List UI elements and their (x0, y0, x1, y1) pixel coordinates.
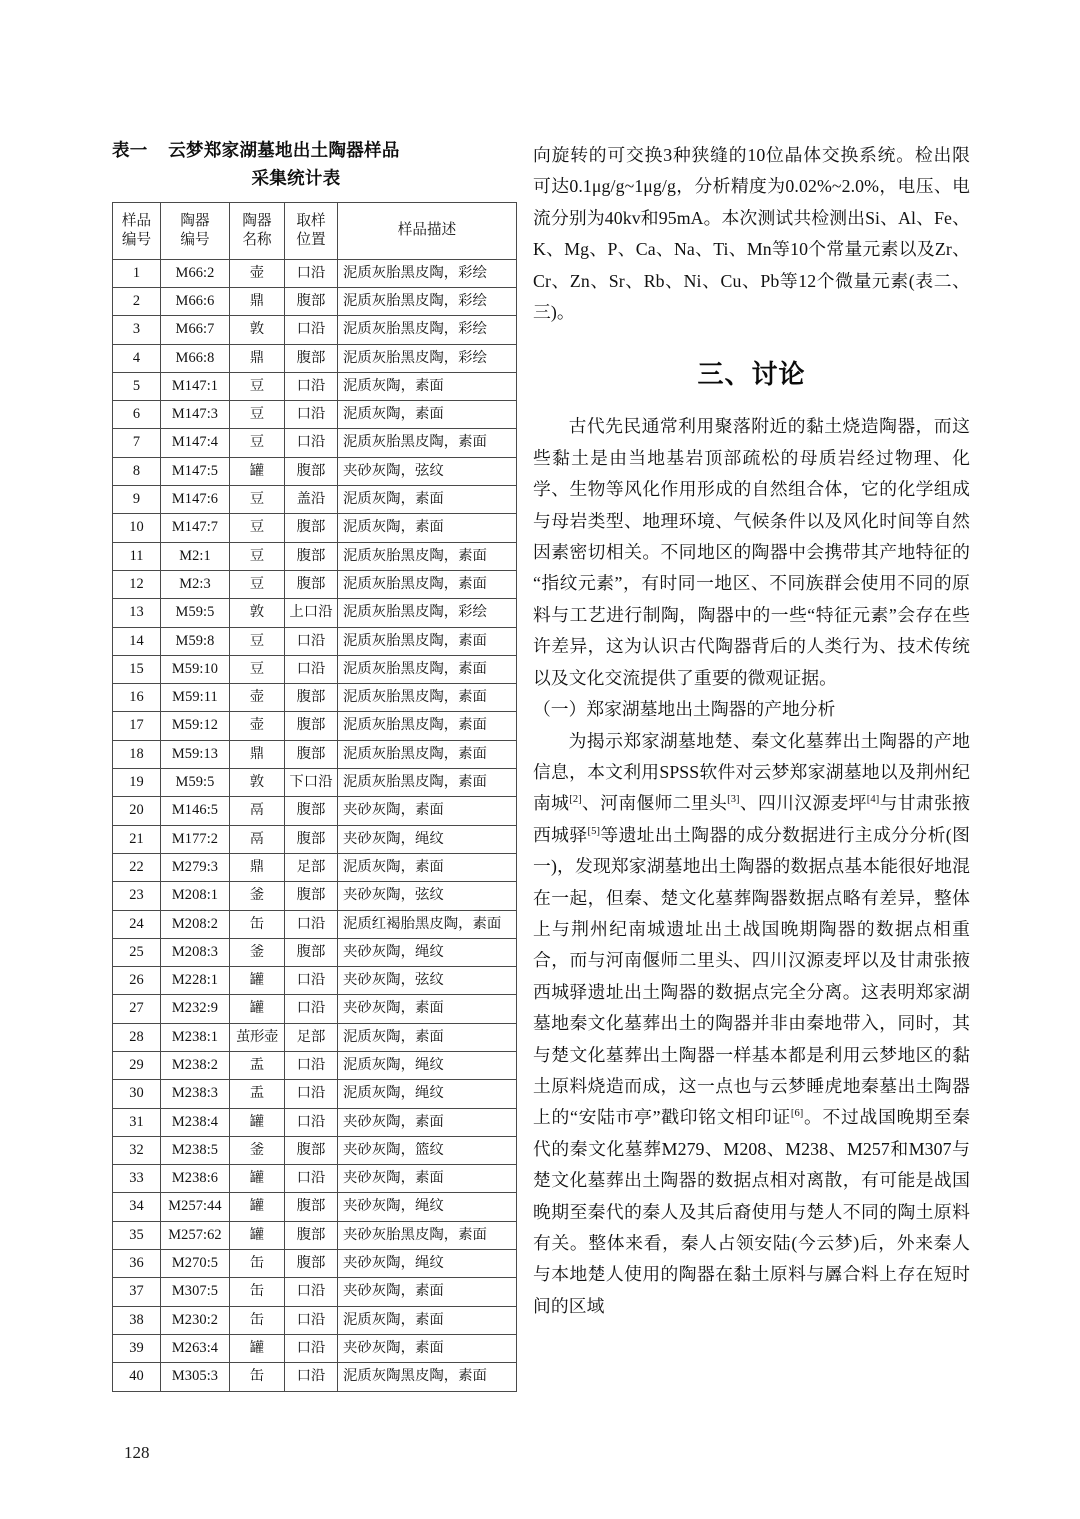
cell-pottery-no: M147:5 (161, 457, 230, 485)
cell-sampling-position: 腹部 (285, 1250, 338, 1278)
cell-pottery-name: 缶 (230, 1250, 285, 1278)
cell-sample-no: 27 (113, 995, 161, 1023)
cell-sample-description: 夹砂灰陶，素面 (338, 1108, 517, 1136)
cell-sample-description: 泥质灰陶，素面 (338, 486, 517, 514)
cell-sampling-position: 腹部 (285, 344, 338, 372)
table-header-row (113, 202, 517, 259)
cell-pottery-no: M2:1 (161, 542, 230, 570)
para2-part-e: 等遗址出土陶器的成分数据进行主成分分析(图一)，发现郑家湖墓地出土陶器的数据点基本能很好地混在一起，但秦、楚文化墓葬陶器数据点略有差异，整体上与荆州纪南城遗址出土战国晚期陶器的数据点相重合，而与河南偃师二里头、四川汉源麦坪以及甘肃张掖西城驿遗址出土陶器的数据点完全分离。这表明郑家湖墓地秦文化墓葬出土的陶器并非由秦地带入，同时，其与楚文化墓葬出土陶器一样基本都是利用云梦地区的黏土原料烧造而成，这一点也与云梦睡虎地秦墓出土陶器上的“安陆市亭”戳印铭文相印证 (533, 824, 970, 1128)
cell-sample-no: 21 (113, 825, 161, 853)
table-row (113, 1193, 517, 1221)
cell-sample-description: 夹砂灰陶，素面 (338, 1334, 517, 1362)
cell-sampling-position: 口沿 (285, 627, 338, 655)
cell-pottery-name: 罐 (230, 1108, 285, 1136)
cell-pottery-name: 豆 (230, 570, 285, 598)
cell-sample-description: 泥质灰胎黑皮陶，素面 (338, 627, 517, 655)
cell-sample-description: 泥质灰陶黑皮陶，素面 (338, 1363, 517, 1391)
cell-pottery-no: M59:11 (161, 684, 230, 712)
cell-sample-description: 泥质红褐胎黑皮陶，素面 (338, 910, 517, 938)
cell-sampling-position: 盖沿 (285, 486, 338, 514)
cell-sample-no: 31 (113, 1108, 161, 1136)
table-caption-line-1: 表一 云梦郑家湖墓地出土陶器样品 (112, 140, 400, 160)
table-row (113, 825, 517, 853)
cell-sampling-position: 口沿 (285, 401, 338, 429)
cell-pottery-no: M147:1 (161, 372, 230, 400)
subsection-heading-provenance: （一）郑家湖墓地出土陶器的产地分析 (533, 699, 836, 720)
table-body (113, 259, 517, 1391)
cell-sample-no: 11 (113, 542, 161, 570)
cell-sample-description: 泥质灰胎黑皮陶，素面 (338, 429, 517, 457)
cell-sample-description: 泥质灰陶，素面 (338, 1306, 517, 1334)
cell-sampling-position: 足部 (285, 853, 338, 881)
table-row (113, 344, 517, 372)
cell-sample-no: 6 (113, 401, 161, 429)
cell-sample-no: 23 (113, 882, 161, 910)
cell-pottery-name: 壶 (230, 259, 285, 287)
table-row (113, 316, 517, 344)
cell-pottery-name: 鬲 (230, 825, 285, 853)
cell-pottery-name: 罐 (230, 1193, 285, 1221)
cell-sample-description: 夹砂灰陶，篮纹 (338, 1136, 517, 1164)
table-row (113, 486, 517, 514)
cell-pottery-no: M230:2 (161, 1306, 230, 1334)
cell-pottery-no: M208:3 (161, 938, 230, 966)
cell-pottery-no: M66:7 (161, 316, 230, 344)
cell-pottery-name: 鼎 (230, 740, 285, 768)
para2-part-a: 为揭示郑家湖墓地楚、秦文化墓葬出土陶器的产地信息，本文利用SPSS软件对云梦郑家湖墓地以及荆州纪南城 (533, 730, 970, 814)
cell-pottery-name: 缶 (230, 1306, 285, 1334)
cell-pottery-name: 鬲 (230, 797, 285, 825)
para2-part-f: 。不过战国晚期至秦代的秦文化墓葬M279、M208、M238、M257和M307与楚文化墓葬出土陶器的数据点相对离散，有可能是战国晚期至秦代的秦人及其后裔使用与楚人不同的陶土原料有关。整体来看，秦人占领安陆(今云梦)后，外来秦人与本地楚人使用的陶器在黏土原料与羼合料上存在短时间的区域 (533, 1107, 970, 1316)
cell-sampling-position: 上口沿 (285, 599, 338, 627)
table-row (113, 1023, 517, 1051)
cell-sampling-position: 口沿 (285, 1165, 338, 1193)
cell-sample-no: 30 (113, 1080, 161, 1108)
cell-pottery-no: M238:4 (161, 1108, 230, 1136)
cell-sampling-position: 腹部 (285, 1193, 338, 1221)
column-header-pottery-no (161, 202, 230, 259)
cell-pottery-no: M270:5 (161, 1250, 230, 1278)
cell-pottery-name: 罐 (230, 1221, 285, 1249)
cell-pottery-no: M66:6 (161, 287, 230, 315)
cell-sample-no: 8 (113, 457, 161, 485)
cell-sample-description: 夹砂灰陶，绳纹 (338, 1193, 517, 1221)
column-header-sample-no-line1: 样品 (121, 213, 152, 230)
cell-sample-no: 13 (113, 599, 161, 627)
cell-pottery-name: 敦 (230, 769, 285, 797)
cell-sample-no: 32 (113, 1136, 161, 1164)
cell-sampling-position: 口沿 (285, 372, 338, 400)
cell-sample-no: 25 (113, 938, 161, 966)
cell-sample-no: 1 (113, 259, 161, 287)
table-row (113, 740, 517, 768)
cell-pottery-no: M66:8 (161, 344, 230, 372)
cell-sample-no: 14 (113, 627, 161, 655)
cell-sample-description: 泥质灰胎黑皮陶，素面 (338, 542, 517, 570)
table-row (113, 967, 517, 995)
cell-pottery-name: 釜 (230, 938, 285, 966)
para2-part-d: 与甘肃张掖西城驿 (533, 793, 970, 845)
cell-pottery-no: M147:7 (161, 514, 230, 542)
cell-pottery-no: M238:2 (161, 1052, 230, 1080)
cell-sampling-position: 口沿 (285, 1108, 338, 1136)
table-row (113, 599, 517, 627)
table-row (113, 655, 517, 683)
cell-pottery-name: 壶 (230, 684, 285, 712)
column-header-sample-no-line2: 编号 (121, 231, 152, 248)
cell-sample-description: 夹砂灰陶，绳纹 (338, 938, 517, 966)
cell-pottery-no: M147:4 (161, 429, 230, 457)
table-row (113, 1334, 517, 1362)
column-header-sampling-position (285, 202, 338, 259)
cell-pottery-no: M307:5 (161, 1278, 230, 1306)
cell-pottery-name: 鼎 (230, 287, 285, 315)
cell-pottery-no: M305:3 (161, 1363, 230, 1391)
cell-pottery-no: M59:13 (161, 740, 230, 768)
cell-sample-description: 夹砂灰胎黑皮陶，素面 (338, 1221, 517, 1249)
column-header-pottery-name-line1: 陶器 (242, 213, 272, 230)
table-row (113, 1080, 517, 1108)
cell-sample-description: 泥质灰陶，绳纹 (338, 1052, 517, 1080)
table-row (113, 910, 517, 938)
cell-sample-no: 3 (113, 316, 161, 344)
cell-pottery-name: 盂 (230, 1080, 285, 1108)
cell-pottery-no: M59:10 (161, 655, 230, 683)
cell-sampling-position: 腹部 (285, 514, 338, 542)
cell-sampling-position: 口沿 (285, 1052, 338, 1080)
table-row (113, 287, 517, 315)
cell-sample-description: 泥质灰胎黑皮陶，彩绘 (338, 599, 517, 627)
table-row (113, 627, 517, 655)
cell-pottery-name: 缶 (230, 1278, 285, 1306)
table-row (113, 1108, 517, 1136)
cell-pottery-no: M59:8 (161, 627, 230, 655)
cell-sampling-position: 口沿 (285, 316, 338, 344)
cell-pottery-no: M263:4 (161, 1334, 230, 1362)
cell-pottery-name: 壶 (230, 712, 285, 740)
column-header-sampling-position-line1: 取样 (296, 213, 326, 230)
cell-pottery-name: 豆 (230, 542, 285, 570)
cell-sample-description: 泥质灰胎黑皮陶，素面 (338, 684, 517, 712)
cell-sample-no: 40 (113, 1363, 161, 1391)
cell-sample-description: 泥质灰胎黑皮陶，彩绘 (338, 287, 517, 315)
cell-pottery-no: M66:2 (161, 259, 230, 287)
cell-pottery-no: M238:3 (161, 1080, 230, 1108)
table-row (113, 769, 517, 797)
continued-paragraph: 向旋转的可交换3种狭缝的10位晶体交换系统。检出限可达0.1μg/g~1μg/g，分析精度为0.02%~2.0%，电压、电流分别为40kv和95mA。本次测试共检测出Si、Al、Fe、K、Mg、P、Ca、Na、Ti、Mn等10个常量元素以及Zr、Cr、Zn、Sr、Rb、Ni、Cu、Pb等12个微量元素(表二、三)。 (533, 145, 970, 323)
cell-pottery-no: M59:12 (161, 712, 230, 740)
cell-sample-description: 夹砂灰陶，素面 (338, 1165, 517, 1193)
table-row (113, 570, 517, 598)
cell-sample-no: 7 (113, 429, 161, 457)
cell-pottery-no: M208:1 (161, 882, 230, 910)
column-header-pottery-name-line2: 名称 (242, 231, 272, 248)
cell-sampling-position: 足部 (285, 1023, 338, 1051)
cell-pottery-no: M146:5 (161, 797, 230, 825)
cell-pottery-no: M228:1 (161, 967, 230, 995)
table-row (113, 1278, 517, 1306)
cell-sampling-position: 口沿 (285, 655, 338, 683)
cell-pottery-no: M2:3 (161, 570, 230, 598)
table-head (113, 202, 517, 259)
cell-sampling-position: 口沿 (285, 429, 338, 457)
column-header-sample-description: 样品描述 (338, 202, 517, 259)
table-row (113, 882, 517, 910)
cell-sampling-position: 口沿 (285, 1080, 338, 1108)
cell-sample-description: 夹砂灰陶，弦纹 (338, 882, 517, 910)
cell-sample-no: 39 (113, 1334, 161, 1362)
table-row (113, 1250, 517, 1278)
cell-pottery-name: 罐 (230, 1165, 285, 1193)
cell-pottery-name: 罐 (230, 967, 285, 995)
cell-sample-description: 泥质灰胎黑皮陶，彩绘 (338, 344, 517, 372)
table-row (113, 429, 517, 457)
cell-sample-description: 夹砂灰陶，素面 (338, 1278, 517, 1306)
cell-sampling-position: 腹部 (285, 712, 338, 740)
cell-sample-description: 夹砂灰陶，弦纹 (338, 967, 517, 995)
page-number: 128 (124, 1443, 150, 1462)
cell-sampling-position: 腹部 (285, 1136, 338, 1164)
table-row (113, 1221, 517, 1249)
cell-sample-description: 泥质灰陶，绳纹 (338, 1080, 517, 1108)
cell-sample-no: 22 (113, 853, 161, 881)
table-row (113, 372, 517, 400)
right-column (533, 140, 970, 1322)
table-row (113, 401, 517, 429)
cell-pottery-name: 豆 (230, 429, 285, 457)
cell-sample-description: 泥质灰胎黑皮陶，素面 (338, 655, 517, 683)
cell-sampling-position: 下口沿 (285, 769, 338, 797)
cell-pottery-name: 敦 (230, 316, 285, 344)
cell-pottery-name: 釜 (230, 1136, 285, 1164)
cell-sample-no: 19 (113, 769, 161, 797)
table-caption-line-2: 采集统计表 (251, 168, 341, 189)
cell-pottery-name: 豆 (230, 627, 285, 655)
table-row (113, 1052, 517, 1080)
cell-sample-no: 20 (113, 797, 161, 825)
table-row (113, 259, 517, 287)
cell-pottery-name: 豆 (230, 514, 285, 542)
cell-pottery-no: M59:5 (161, 769, 230, 797)
cell-sample-description: 泥质灰陶，素面 (338, 401, 517, 429)
cell-sample-no: 34 (113, 1193, 161, 1221)
cell-sample-description: 夹砂灰陶，绳纹 (338, 825, 517, 853)
cell-sample-description: 夹砂灰陶，素面 (338, 995, 517, 1023)
cell-sampling-position: 腹部 (285, 825, 338, 853)
cell-sample-no: 33 (113, 1165, 161, 1193)
cell-sampling-position: 腹部 (285, 542, 338, 570)
cell-pottery-name: 罐 (230, 995, 285, 1023)
cell-pottery-no: M238:6 (161, 1165, 230, 1193)
reference-marker-5: [5] (587, 825, 601, 837)
cell-pottery-no: M238:5 (161, 1136, 230, 1164)
cell-pottery-no: M147:6 (161, 486, 230, 514)
cell-pottery-name: 盂 (230, 1052, 285, 1080)
table-row (113, 1306, 517, 1334)
cell-sample-no: 38 (113, 1306, 161, 1334)
cell-pottery-name: 豆 (230, 655, 285, 683)
cell-sample-description: 泥质灰胎黑皮陶，彩绘 (338, 316, 517, 344)
table-row (113, 995, 517, 1023)
table-row (113, 797, 517, 825)
cell-sample-description: 夹砂灰陶，弦纹 (338, 457, 517, 485)
column-header-pottery-no-line1: 陶器 (180, 213, 210, 230)
cell-sample-description: 泥质灰胎黑皮陶，素面 (338, 740, 517, 768)
cell-sample-no: 12 (113, 570, 161, 598)
cell-pottery-name: 鼎 (230, 344, 285, 372)
cell-pottery-name: 缶 (230, 1363, 285, 1391)
reference-marker-2: [2] (569, 794, 582, 806)
cell-pottery-name: 罐 (230, 1334, 285, 1362)
cell-sample-no: 2 (113, 287, 161, 315)
table-caption (112, 136, 522, 193)
cell-sampling-position: 口沿 (285, 1278, 338, 1306)
cell-sample-no: 10 (113, 514, 161, 542)
cell-sampling-position: 腹部 (285, 882, 338, 910)
cell-sample-no: 5 (113, 372, 161, 400)
cell-sampling-position: 口沿 (285, 910, 338, 938)
column-header-pottery-name (230, 202, 285, 259)
cell-sampling-position: 口沿 (285, 1363, 338, 1391)
cell-sampling-position: 腹部 (285, 740, 338, 768)
cell-sample-description: 泥质灰陶，素面 (338, 1023, 517, 1051)
table-row (113, 1136, 517, 1164)
paragraph-provenance-analysis (533, 726, 970, 1323)
cell-pottery-no: M208:2 (161, 910, 230, 938)
cell-pottery-no: M257:44 (161, 1193, 230, 1221)
cell-pottery-no: M177:2 (161, 825, 230, 853)
cell-sample-description: 夹砂灰陶，素面 (338, 797, 517, 825)
cell-sampling-position: 腹部 (285, 938, 338, 966)
cell-sample-no: 37 (113, 1278, 161, 1306)
cell-sampling-position: 口沿 (285, 967, 338, 995)
cell-sampling-position: 口沿 (285, 995, 338, 1023)
cell-sampling-position: 腹部 (285, 457, 338, 485)
cell-sample-no: 28 (113, 1023, 161, 1051)
reference-marker-3: [3] (727, 794, 740, 806)
para2-part-b: 、河南偃师二里头 (581, 793, 728, 814)
cell-sample-no: 15 (113, 655, 161, 683)
cell-pottery-name: 茧形壶 (230, 1023, 285, 1051)
cell-sample-no: 4 (113, 344, 161, 372)
cell-sampling-position: 腹部 (285, 1221, 338, 1249)
cell-pottery-no: M147:3 (161, 401, 230, 429)
cell-pottery-no: M279:3 (161, 853, 230, 881)
cell-sampling-position: 腹部 (285, 287, 338, 315)
cell-sampling-position: 腹部 (285, 797, 338, 825)
cell-sample-description: 泥质灰陶，素面 (338, 514, 517, 542)
cell-pottery-name: 釜 (230, 882, 285, 910)
table-row (113, 684, 517, 712)
table-row (113, 938, 517, 966)
section-heading-discussion: 三、讨论 (697, 359, 806, 390)
cell-sampling-position: 口沿 (285, 1334, 338, 1362)
cell-sample-no: 29 (113, 1052, 161, 1080)
cell-sample-description: 泥质灰陶，素面 (338, 372, 517, 400)
cell-sample-description: 泥质灰陶，素面 (338, 853, 517, 881)
cell-sampling-position: 口沿 (285, 1306, 338, 1334)
cell-pottery-no: M232:9 (161, 995, 230, 1023)
cell-sample-no: 24 (113, 910, 161, 938)
cell-pottery-no: M257:62 (161, 1221, 230, 1249)
column-header-pottery-no-line2: 编号 (180, 231, 210, 248)
cell-sample-description: 泥质灰胎黑皮陶，素面 (338, 712, 517, 740)
cell-pottery-name: 鼎 (230, 853, 285, 881)
cell-sampling-position: 腹部 (285, 570, 338, 598)
table-row (113, 542, 517, 570)
column-header-sampling-position-line2: 位置 (296, 231, 326, 248)
cell-pottery-name: 罐 (230, 457, 285, 485)
cell-pottery-name: 豆 (230, 401, 285, 429)
cell-pottery-name: 豆 (230, 486, 285, 514)
cell-sample-no: 26 (113, 967, 161, 995)
cell-pottery-name: 敦 (230, 599, 285, 627)
left-column (112, 136, 522, 1392)
para2-part-c: 、四川汉源麦坪 (739, 793, 867, 814)
table-row (113, 853, 517, 881)
cell-sample-description: 泥质灰胎黑皮陶，素面 (338, 570, 517, 598)
paragraph-clay-origins: 古代先民通常利用聚落附近的黏土烧造陶器，而这些黏土是由当地基岩顶部疏松的母质岩经过物理、化学、生物等风化作用形成的自然组合体，它的化学组成与母岩类型、地理环境、气候条件以及风化时间等自然因素密切相关。不同地区的陶器中会携带其产地特征的“指纹元素”，有时同一地区、不同族群会使用不同的原料与工艺进行制陶，陶器中的一些“特征元素”会存在些许差异，这为认识古代陶器背后的人类行为、技术传统以及文化交流提供了重要的微观证据。 (533, 416, 970, 688)
table-row (113, 514, 517, 542)
cell-pottery-name: 豆 (230, 372, 285, 400)
cell-pottery-name: 缶 (230, 910, 285, 938)
table-row (113, 712, 517, 740)
column-header-sample-no (113, 202, 161, 259)
cell-sample-description: 泥质灰胎黑皮陶，彩绘 (338, 259, 517, 287)
cell-sample-no: 36 (113, 1250, 161, 1278)
cell-sample-no: 16 (113, 684, 161, 712)
sample-collection-table (112, 202, 517, 1392)
table-row (113, 1363, 517, 1391)
cell-sample-description: 夹砂灰陶，绳纹 (338, 1250, 517, 1278)
cell-sample-description: 泥质灰胎黑皮陶，素面 (338, 769, 517, 797)
cell-sample-no: 35 (113, 1221, 161, 1249)
table-row (113, 457, 517, 485)
table-row (113, 1165, 517, 1193)
reference-marker-6: [6] (790, 1108, 804, 1120)
cell-pottery-no: M59:5 (161, 599, 230, 627)
cell-pottery-no: M238:1 (161, 1023, 230, 1051)
cell-sample-no: 17 (113, 712, 161, 740)
cell-sampling-position: 口沿 (285, 259, 338, 287)
cell-sample-no: 9 (113, 486, 161, 514)
cell-sample-no: 18 (113, 740, 161, 768)
cell-sampling-position: 腹部 (285, 684, 338, 712)
reference-marker-4: [4] (866, 794, 880, 806)
